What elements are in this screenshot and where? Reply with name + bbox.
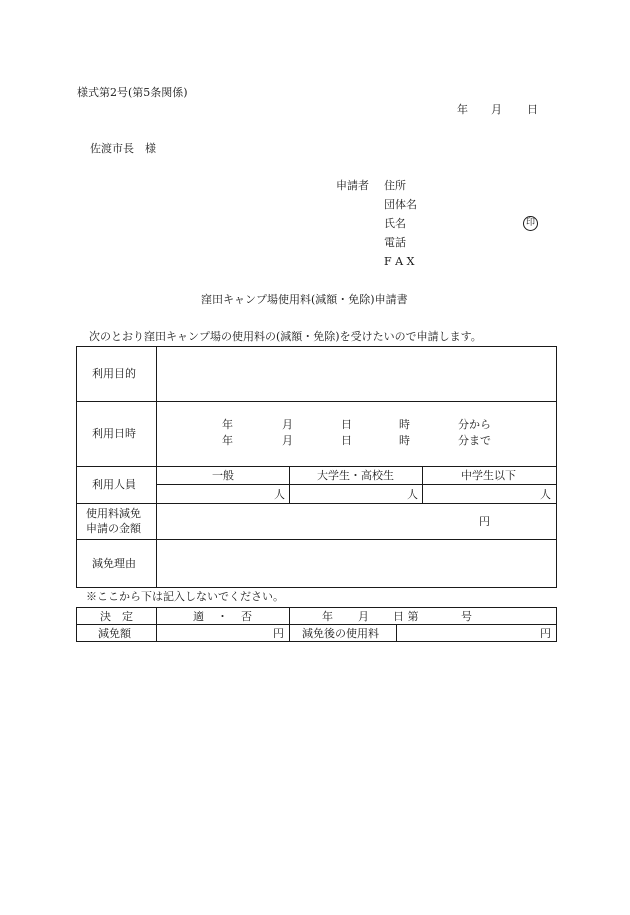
start-month: 月 xyxy=(282,418,293,431)
office-column-divider xyxy=(289,607,290,642)
end-day: 日 xyxy=(341,434,352,447)
reduction-amount-label: 減免額 xyxy=(98,627,131,640)
after-reduction-yen: 円 xyxy=(540,627,551,640)
reduction-yen: 円 xyxy=(273,627,284,640)
users-column-divider xyxy=(289,466,290,503)
applicant-phone-label: 電話 xyxy=(384,236,406,249)
decision-number-suffix: 号 xyxy=(461,610,472,623)
application-table-border xyxy=(76,346,557,588)
office-column-divider xyxy=(156,607,157,642)
datetime-label: 利用日時 xyxy=(92,427,136,440)
users-category-junior: 中学生以下 xyxy=(461,469,516,482)
start-day: 日 xyxy=(341,418,352,431)
row-divider xyxy=(76,539,557,540)
person-unit: 人 xyxy=(540,488,551,501)
end-hour: 時 xyxy=(399,434,410,447)
applicant-fax-label: F A X xyxy=(384,255,415,268)
decision-label: 決 定 xyxy=(100,610,133,623)
person-unit: 人 xyxy=(407,488,418,501)
fee-label-line2: 申請の金額 xyxy=(86,522,141,535)
applicant-label: 申請者 xyxy=(336,179,369,192)
date-year: 年 xyxy=(457,103,468,116)
intro-text: 次のとおり窪田キャンプ場の使用料の(減額・免除)を受けたいので申請します。 xyxy=(89,330,482,343)
decision-dot: ・ xyxy=(217,610,228,623)
applicant-name-label: 氏名 xyxy=(384,217,406,230)
date-day: 日 xyxy=(527,103,538,116)
date-month: 月 xyxy=(491,103,502,116)
end-year: 年 xyxy=(222,434,233,447)
users-subrow-divider xyxy=(156,484,557,485)
start-year: 年 xyxy=(222,418,233,431)
decision-day-number: 日 第 xyxy=(393,610,419,623)
form-number: 様式第2号(第5条関係) xyxy=(77,86,188,99)
end-month: 月 xyxy=(282,434,293,447)
users-category-university: 大学生・高校生 xyxy=(317,469,394,482)
office-column-divider xyxy=(396,624,397,642)
users-column-divider xyxy=(422,466,423,503)
start-hour: 時 xyxy=(399,418,410,431)
users-label: 利用人員 xyxy=(92,478,136,491)
office-use-note: ※ここから下は記入しないでください。 xyxy=(86,590,284,603)
start-minute: 分から xyxy=(458,418,491,431)
fee-yen: 円 xyxy=(479,515,490,528)
reason-label: 減免理由 xyxy=(92,557,136,570)
decision-approve: 適 xyxy=(193,610,204,623)
users-category-general: 一般 xyxy=(212,469,234,482)
office-row-divider xyxy=(76,624,557,625)
after-reduction-label: 減免後の使用料 xyxy=(302,627,379,640)
seal-mark: 印 xyxy=(523,216,538,231)
applicant-address-label: 住所 xyxy=(384,179,406,192)
document-title: 窪田キャンプ場使用料(減額・免除)申請書 xyxy=(201,293,408,306)
row-divider xyxy=(76,503,557,504)
decision-year: 年 xyxy=(322,610,333,623)
person-unit: 人 xyxy=(274,488,285,501)
decision-month: 月 xyxy=(358,610,369,623)
label-column-divider xyxy=(156,346,157,588)
row-divider xyxy=(76,401,557,402)
decision-deny: 否 xyxy=(241,610,252,623)
end-minute: 分まで xyxy=(458,434,491,447)
purpose-label: 利用目的 xyxy=(92,367,136,380)
row-divider xyxy=(76,466,557,467)
addressee: 佐渡市長 様 xyxy=(90,142,156,155)
applicant-group-label: 団体名 xyxy=(384,198,417,211)
fee-label-line1: 使用料減免 xyxy=(86,507,141,520)
